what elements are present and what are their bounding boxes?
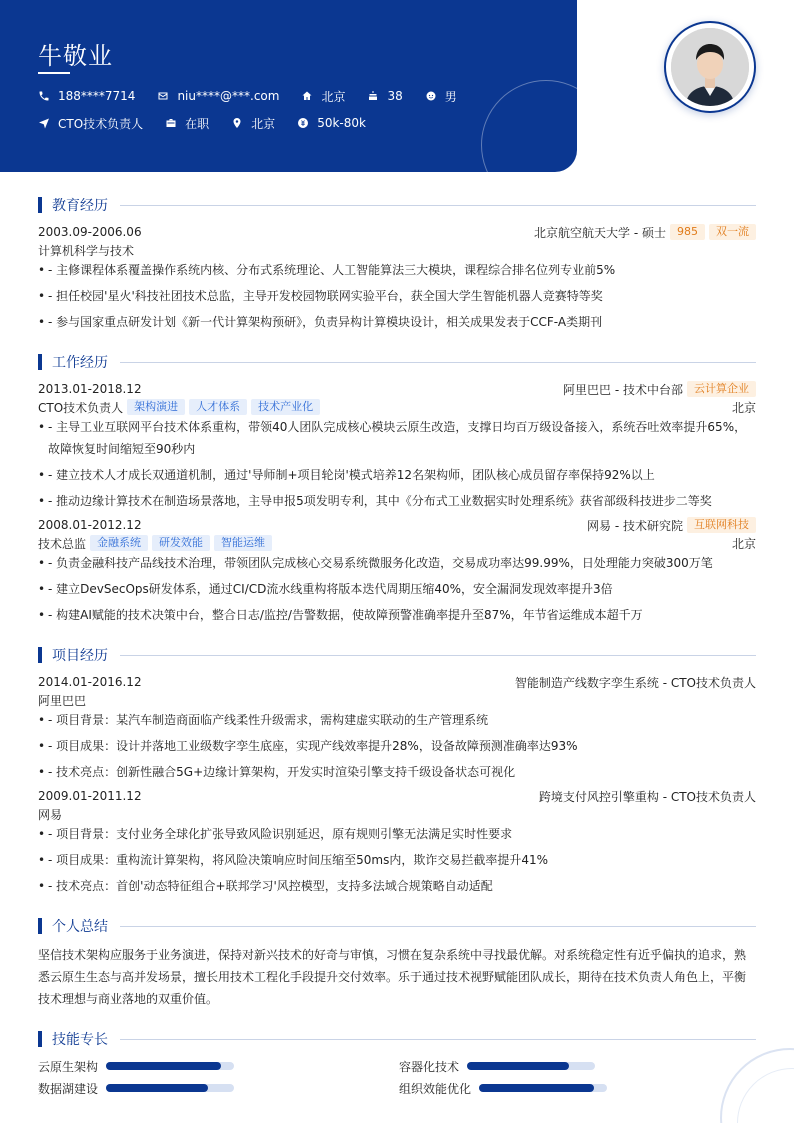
list-item: • - 担任校园'星火'科技社团技术总监，主导开发校园物联网实验平台，获全国大学生智能机器人竞赛特等奖: [38, 289, 603, 303]
gender-icon: [425, 90, 437, 102]
job-company: 阿里巴巴 - 技术中台部: [563, 382, 683, 397]
job-intent-row: [38, 115, 388, 131]
skill-item: 数据湖建设: [38, 1080, 234, 1096]
major: 计算机科学与技术: [38, 243, 135, 258]
role-tag: 金融系统: [90, 535, 148, 551]
gender-text: 男: [444, 89, 457, 104]
location-item: [231, 115, 275, 131]
skill-item: 容器化技术: [399, 1058, 595, 1074]
job-role: 技术总监: [38, 536, 87, 551]
job-date: 2008.01-2012.12: [38, 518, 142, 532]
role-tag: 人才体系: [189, 399, 247, 415]
email-text: niu****@***.com: [177, 89, 280, 103]
list-item: • - 构建AI赋能的技术决策中台，整合日志/监控/告警数据，使故障预警准确率提升至87%，年节省运维成本超千万: [38, 608, 643, 622]
send-icon: [38, 117, 50, 129]
phone-item: [38, 88, 135, 104]
school-tag: 985: [670, 224, 705, 240]
project-name: 跨境支付风控引擎重构 - CTO技术负责人: [538, 789, 756, 804]
job-city: 北京: [731, 536, 756, 551]
hometown-text: 北京: [321, 89, 346, 104]
project-name: 智能制造产线数字孪生系统 - CTO技术负责人: [514, 675, 756, 690]
position-item: [38, 115, 143, 131]
skill-bar: [467, 1062, 595, 1070]
projects-section-title: 项目经历: [38, 646, 756, 664]
work-section-title: 工作经历: [38, 353, 756, 371]
job-company: 网易 - 技术研究院: [587, 518, 683, 533]
list-item: • - 技术亮点：创新性融合5G+边缘计算架构，开发实时渲染引擎支持千级设备状态可视化: [38, 765, 516, 779]
skill-item: 云原生架构: [38, 1058, 234, 1074]
project-date: 2014.01-2016.12: [38, 675, 142, 689]
list-item: • - 建立技术人才成长双通道机制，通过'导师制+项目轮岗'模式培养12名架构师，团队核心成员留存率保持92%以上: [38, 468, 655, 482]
list-item: • - 主修课程体系覆盖操作系统内核、分布式系统理论、人工智能算法三大模块，课程综合排名位列专业前5%: [38, 263, 616, 277]
education-date: 2003.09-2006.06: [38, 225, 142, 239]
phone-icon: [38, 90, 50, 102]
job-role: CTO技术负责人: [38, 400, 124, 415]
education-header-row: [38, 224, 756, 240]
age-text: 38: [387, 89, 403, 103]
salary-text: 50k-80k: [317, 116, 366, 130]
list-item: • - 建立DevSecOps研发体系，通过CI/CD流水线重构将版本迭代周期压缩40%，安全漏洞发现效率提升3倍: [38, 582, 613, 596]
header-banner: [0, 0, 577, 172]
skills-section-title: 技能专长: [38, 1030, 756, 1048]
project-company-row: [38, 692, 756, 708]
education-major-row: [38, 242, 756, 258]
list-item: • - 项目成果：设计并落地工业级数字孪生底座，实现产线效率提升28%，设备故障预测准确率达93%: [38, 739, 578, 753]
project-header-row: [38, 674, 756, 690]
project-company: 阿里巴巴: [38, 693, 87, 708]
job-header-row: [38, 381, 756, 397]
role-tag: 智能运维: [214, 535, 272, 551]
header-decor-ring: [481, 80, 577, 172]
status-text: 在职: [185, 116, 210, 131]
list-item: • - 参与国家重点研发计划《新一代计算架构预研》，负责异构计算模块设计，相关成果发表于CCF-A类期刊: [38, 315, 603, 329]
status-item: [165, 115, 209, 131]
summary-text: 坚信技术架构应服务于业务演进，保持对新兴技术的好奇与审慎，习惯在复杂系统中寻找最优解。对系统稳定性有近乎偏执的追求，熟悉云原生生态与高并发场景，擅长用技术工程化手段提升交付效率。乐于通过技术视野赋能团队成长，期待在技术负责人角色上，平衡技术理想与商业落地的双重价值。: [38, 948, 747, 1006]
location-icon: [231, 117, 243, 129]
list-item: • - 推动边缘计算技术在制造场景落地，主导申报5项发明专利，其中《分布式工业数据实时处理系统》获省部级科技进步二等奖: [38, 494, 712, 508]
briefcase-icon: [165, 117, 177, 129]
list-item: • - 项目背景：支付业务全球化扩张导致风险识别延迟，原有规则引擎无法满足实时性要求: [38, 827, 513, 841]
job-role-row: [38, 535, 756, 551]
project-header-row: [38, 788, 756, 804]
list-item: • - 技术亮点：首创'动态特征组合+联邦学习'风控模型，支持多法域合规策略自动适配: [38, 879, 493, 893]
education-section-title: 教育经历: [38, 196, 756, 214]
school-tag: 双一流: [709, 224, 756, 240]
name-underline: [38, 72, 70, 74]
list-item: • - 主导工业互联网平台技术体系重构，带领40人团队完成核心模块云原生改造，支撑日均百万级设备接入，系统吞吐效率提升65%，故障恢复时间缩短至90秒内: [38, 420, 747, 456]
hometown-item: [301, 88, 345, 104]
job-header-row: [38, 517, 756, 533]
company-tag: 互联网科技: [687, 517, 756, 533]
list-item: • - 项目成果：重构流计算架构，将风险决策响应时间压缩至50ms内，欺诈交易拦截率提升41%: [38, 853, 549, 867]
list-item: • - 负责金融科技产品线技术治理，带领团队完成核心交易系统微服务化改造，交易成功率达99.99%，日处理能力突破300万笔: [38, 556, 713, 570]
role-tag: 研发效能: [152, 535, 210, 551]
school-name: 北京航空航天大学 - 硕士: [534, 225, 666, 240]
location-text: 北京: [251, 116, 276, 131]
email-item: [157, 88, 279, 104]
position-text: CTO技术负责人: [58, 116, 144, 131]
avatar: [671, 28, 749, 106]
company-tag: 云计算企业: [687, 381, 756, 397]
mail-icon: [157, 90, 169, 102]
skill-bar: [106, 1062, 234, 1070]
project-date: 2009.01-2011.12: [38, 789, 142, 803]
candidate-name: 牛敬业: [38, 42, 113, 70]
job-city: 北京: [731, 400, 756, 415]
home-icon: [301, 90, 313, 102]
cake-icon: [367, 90, 379, 102]
project-company-row: [38, 806, 756, 822]
role-tag: 架构演进: [127, 399, 185, 415]
summary-section-title: 个人总结: [38, 917, 756, 935]
phone-text: 188****7714: [58, 89, 136, 103]
contact-row: [38, 88, 479, 104]
list-item: • - 项目背景：某汽车制造商面临产线柔性升级需求，需构建虚实联动的生产管理系统: [38, 713, 489, 727]
job-date: 2013.01-2018.12: [38, 382, 142, 396]
job-role-row: [38, 399, 756, 415]
skill-item: 组织效能优化: [399, 1080, 607, 1096]
age-item: [367, 88, 402, 104]
project-company: 网易: [38, 807, 63, 822]
gender-item: [425, 88, 457, 104]
skill-bar: [479, 1084, 607, 1092]
salary-item: [297, 115, 366, 131]
avatar-frame: [664, 21, 756, 113]
money-icon: [297, 117, 309, 129]
skill-bar: [106, 1084, 234, 1092]
role-tag: 技术产业化: [251, 399, 320, 415]
